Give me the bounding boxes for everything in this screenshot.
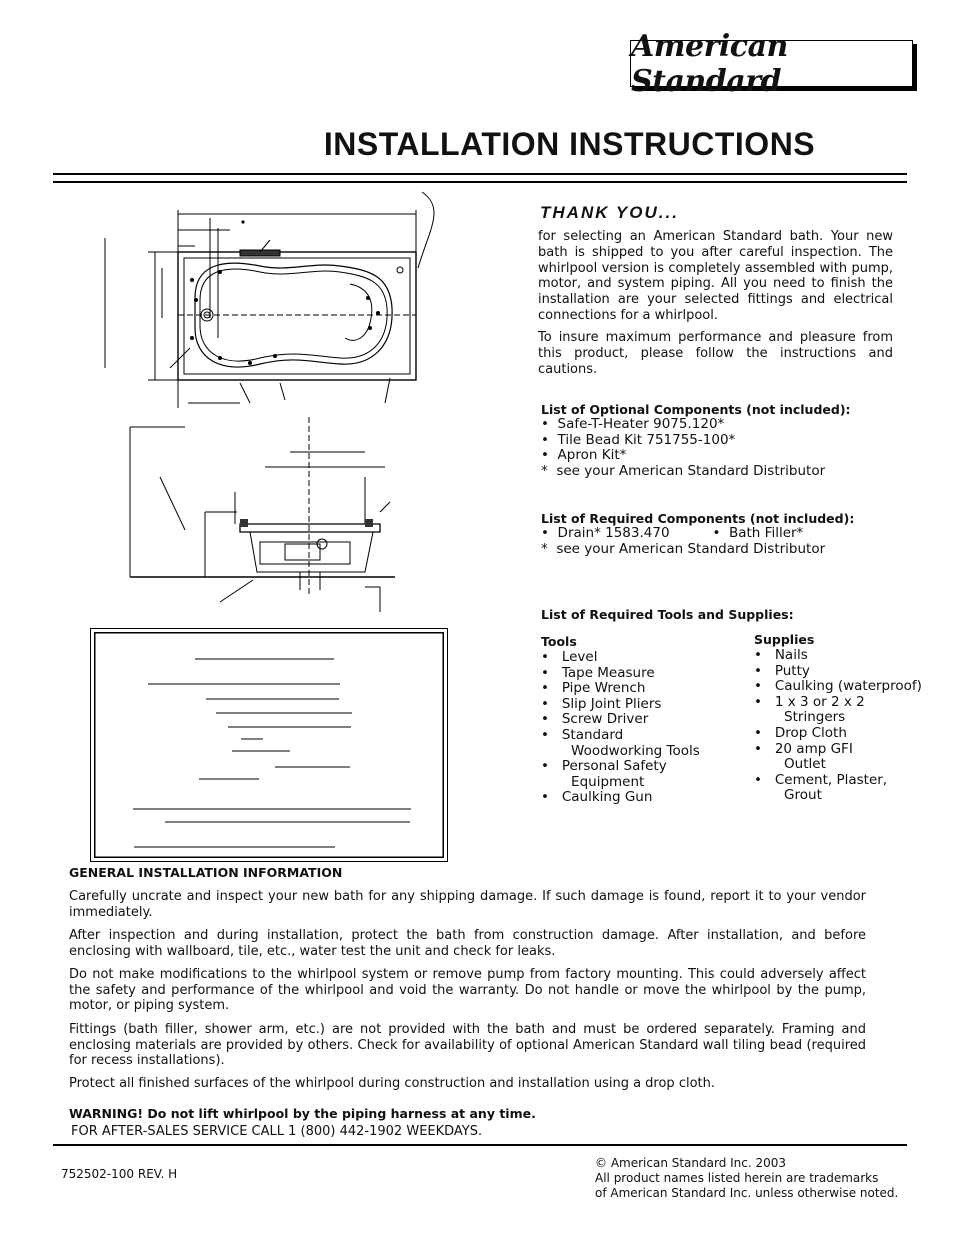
list-item: * see your American Standard Distributor — [541, 462, 826, 479]
supplies-heading: Supplies — [754, 632, 815, 647]
list-item: • Cement, Plaster, — [754, 771, 888, 788]
list-item: • Slip Joint Pliers — [541, 695, 662, 712]
optional-components-heading: List of Optional Components (not included): — [541, 402, 851, 417]
required-components-heading: List of Required Components (not included): — [541, 511, 855, 526]
header-rule-top — [53, 173, 907, 175]
list-item: • Nails — [754, 647, 808, 663]
bath-side-view-diagram — [125, 412, 405, 617]
general-info-heading: GENERAL INSTALLATION INFORMATION — [69, 865, 343, 880]
list-item: • Caulking (waterproof) — [754, 678, 922, 695]
tools-heading: Tools — [541, 634, 577, 649]
list-item: • Apron Kit* — [541, 447, 627, 464]
copyright-line: of American Standard Inc. unless otherwise noted. — [595, 1186, 899, 1200]
list-item: • Putty — [754, 662, 810, 679]
list-item: • Personal Safety — [541, 758, 667, 775]
thank-you-heading: THANK YOU... — [540, 203, 679, 222]
list-item: • Screw Driver — [541, 711, 649, 728]
list-item: • Caulking Gun — [541, 789, 653, 806]
list-item: • Pipe Wrench — [541, 680, 646, 697]
tools-list — [541, 650, 700, 806]
framing-dimensions-box — [90, 628, 448, 862]
optional-components-list — [541, 417, 825, 479]
bath-top-view-diagram — [100, 188, 440, 413]
thank-you-paragraph-2: To insure maximum performance and pleasure from this product, please follow the instructions and cautions. — [538, 330, 893, 377]
tools-supplies-heading: List of Required Tools and Supplies: — [541, 607, 794, 622]
brand-logo — [630, 28, 913, 99]
list-item: Equipment — [541, 773, 645, 790]
list-item: Grout — [754, 787, 822, 804]
thank-you-paragraph-1: for selecting an American Standard bath. Your new bath is shipped to you after careful inspection. The whirlpool version is completely assembled with pump, motor, and system piping. All you need to finish the installation are your selected fittings and electrical connections for a whirlpool. — [538, 229, 893, 323]
general-paragraph-2: After inspection and during installation, protect the bath from construction damage. After installation, and before enclosing with wallboard, tile, etc., water test the unit and check for leaks. — [69, 928, 866, 959]
copyright-notice — [595, 1156, 898, 1201]
supplies-list — [754, 648, 922, 804]
list-item: • Tile Bead Kit 751755-100* — [541, 431, 736, 448]
general-paragraph-5: Protect all finished surfaces of the whirlpool during construction and installation using a drop cloth. — [69, 1076, 716, 1091]
list-item: • Safe-T-Heater 9075.120* — [541, 416, 725, 432]
list-item: • 1 x 3 or 2 x 2 — [754, 693, 865, 710]
service-phone-text: FOR AFTER-SALES SERVICE CALL 1 (800) 442-1902 WEEKDAYS. — [71, 1124, 483, 1139]
required-components-list — [541, 526, 825, 557]
page-title: INSTALLATION INSTRUCTIONS — [323, 126, 816, 162]
framing-dimension-lines — [91, 629, 447, 861]
part-number: 752502-100 REV. H — [61, 1167, 178, 1181]
list-item: Woodworking Tools — [541, 742, 700, 759]
brand-logo-text: American Standard — [631, 28, 788, 99]
list-item: • Drain* 1583.470 • Bath Filler* — [541, 525, 804, 541]
copyright-line: © American Standard Inc. 2003 — [595, 1156, 787, 1170]
list-item: • Standard — [541, 726, 624, 743]
list-item: • 20 amp GFI — [754, 740, 853, 757]
general-paragraph-3: Do not make modifications to the whirlpool system or remove pump from factory mounting. This could adversely affect the safety and performance of the whirlpool and void the warranty. Do not handle or move the whirlpool by the pump, motor, or piping system. — [69, 967, 866, 1014]
list-item: * see your American Standard Distributor — [541, 540, 826, 557]
list-item: • Level — [541, 649, 598, 665]
warning-text: WARNING! Do not lift whirlpool by the piping harness at any time. — [69, 1106, 536, 1121]
general-paragraph-1: Carefully uncrate and inspect your new bath for any shipping damage. If such damage is found, report it to your vendor immediately. — [69, 889, 866, 920]
copyright-line: All product names listed herein are trademarks — [595, 1171, 879, 1185]
list-item: Outlet — [754, 756, 826, 773]
header-rule-bottom — [53, 181, 907, 183]
general-paragraph-4: Fittings (bath filler, shower arm, etc.) are not provided with the bath and must be ordered separately. Framing and enclosing materials are provided by others. Check for availability of optional American Standard wall tiling bead (required for recess installations). — [69, 1022, 866, 1069]
footer-rule — [53, 1144, 907, 1146]
list-item: • Drop Cloth — [754, 724, 847, 741]
list-item: Stringers — [754, 709, 846, 726]
list-item: • Tape Measure — [541, 664, 655, 681]
